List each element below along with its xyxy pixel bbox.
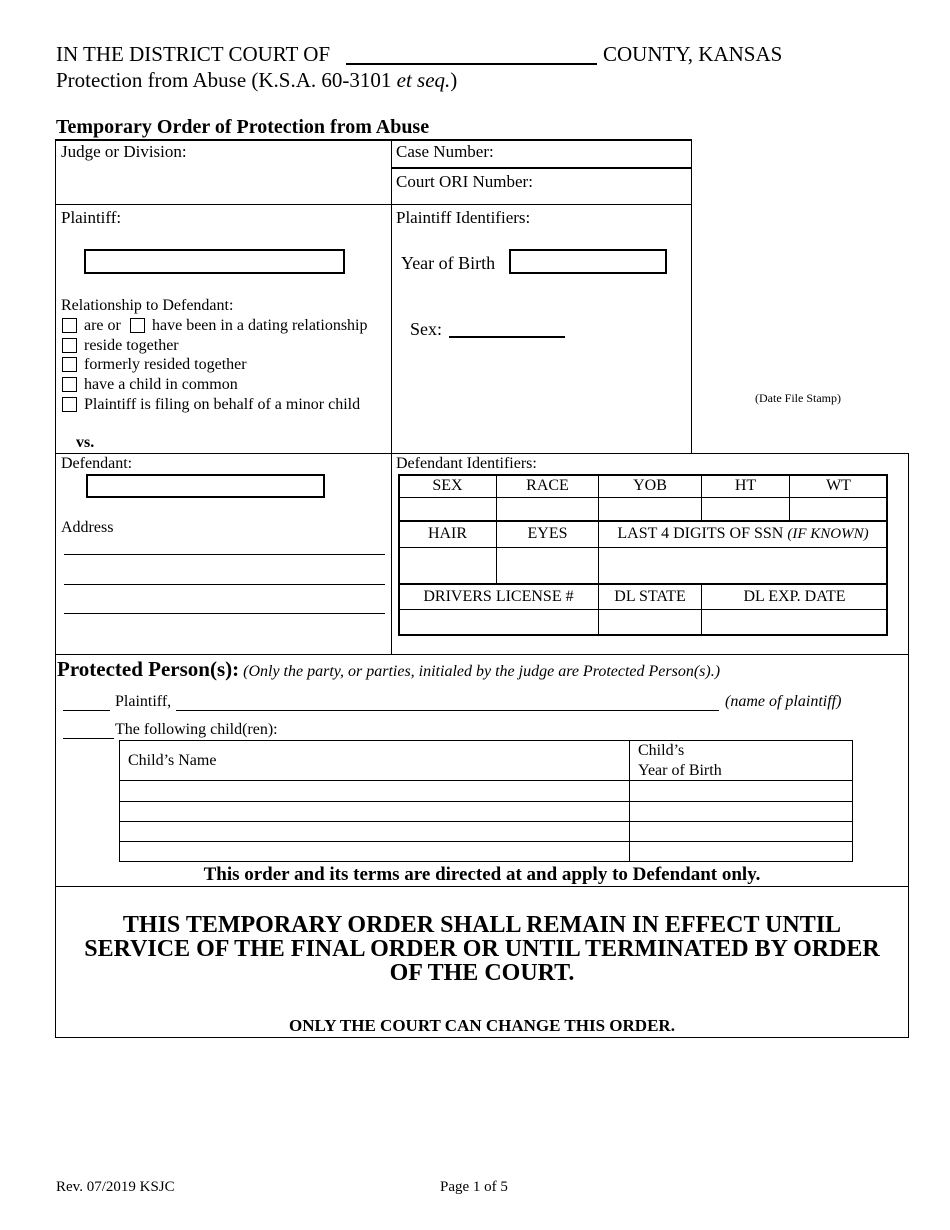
grid-race-field[interactable] [498,499,597,519]
grid-header-wt: WT [826,477,851,494]
child-yob-header-line1: Child’s [638,742,685,759]
revision-label: Rev. 07/2019 KSJC [56,1179,175,1195]
child-4-name-field[interactable] [120,842,629,861]
rel-formerly-checkbox[interactable] [62,357,77,372]
court-ori-label: Court ORI Number: [396,172,533,191]
notice-line-1: THIS TEMPORARY ORDER SHALL REMAIN IN EFFECT UNTIL [122,912,842,938]
notice-top-border [55,886,908,887]
plaintiff-name-line[interactable] [176,710,719,711]
plaintiff-sex-label: Sex: [410,319,443,339]
right-border [908,453,909,1038]
name-of-plaintiff-note: (name of plaintiff) [725,693,842,710]
child-4-yob-field[interactable] [630,842,852,861]
grid-wt-field[interactable] [791,499,885,519]
address-line-3[interactable] [64,613,385,614]
child-3-yob-field[interactable] [630,822,852,841]
plaintiff-yob-label: Year of Birth [401,253,496,273]
rel-are-label: are or [84,317,121,334]
case-number-label: Case Number: [396,142,494,161]
left-border [55,139,56,1038]
statute-line: Protection from Abuse (K.S.A. 60-3101 et seq.) [56,68,458,92]
plaintiff-yob-field[interactable] [509,249,667,274]
grid-header-dl-state: DL STATE [614,588,686,605]
protected-heading: Protected Person(s): (Only the party, or parties, initialed by the judge are Protected Person(s).) [57,657,721,681]
defendant-name-field[interactable] [86,474,325,498]
defendant-top-border [55,453,908,454]
rel-reside-label: reside together [84,337,179,354]
middle-divider [391,139,392,654]
grid-dl-exp-field[interactable] [703,611,885,633]
bottom-border [55,1037,909,1038]
page-number: Page 1 of 5 [440,1179,508,1195]
grid-hair-field[interactable] [400,549,495,582]
grid-header-ht: HT [734,477,757,494]
grid-header-yob: YOB [633,477,667,494]
child-1-name-field[interactable] [120,781,629,801]
plaintiff-name-field[interactable] [84,249,345,274]
children-label: The following child(ren): [115,721,278,738]
case-number-divider [391,167,692,169]
grid-header-dl-exp: DL EXP. DATE [743,588,846,605]
directed-statement: This order and its terms are directed at and apply to Defendant only. [203,864,761,885]
grid-sex-field[interactable] [400,499,495,519]
judge-row-divider [55,204,692,205]
notice-line-2: SERVICE OF THE FINAL ORDER OR UNTIL TERMINATED BY ORDER [84,936,880,962]
top-border [55,139,692,141]
notice-text [56,913,908,985]
relationship-label: Relationship to Defendant: [61,297,234,314]
child-name-header: Child’s Name [128,752,217,769]
rel-have-been-checkbox[interactable] [130,318,145,333]
child-2-name-field[interactable] [120,802,629,821]
rel-minor-checkbox[interactable] [62,397,77,412]
rel-reside-checkbox[interactable] [62,338,77,353]
court-title-suffix: COUNTY, KANSAS [603,42,783,66]
plaintiff-label: Plaintiff: [61,208,122,227]
child-yob-header-line2: Year of Birth [638,762,722,779]
child-2-yob-field[interactable] [630,802,852,821]
child-1-yob-field[interactable] [630,781,852,801]
rel-dating-label: have been in a dating relationship [152,317,368,334]
judge-label: Judge or Division: [61,142,187,161]
grid-dl-state-field[interactable] [600,611,700,633]
only-court-notice: ONLY THE COURT CAN CHANGE THIS ORDER. [289,1016,675,1035]
grid-eyes-field[interactable] [498,549,597,582]
right-top-divider [691,139,692,454]
grid-header-hair: HAIR [427,525,468,542]
grid-yob-field[interactable] [600,499,700,519]
address-line-2[interactable] [64,584,385,585]
rel-child-label: have a child in common [84,376,238,393]
form-title: Temporary Order of Protection from Abuse [56,116,430,138]
protected-plaintiff-label: Plaintiff, [115,693,172,710]
plaintiff-sex-blank-line[interactable] [449,336,565,338]
rel-child-checkbox[interactable] [62,377,77,392]
protected-top-border [55,654,908,655]
rel-are-checkbox[interactable] [62,318,77,333]
versus-label: vs. [76,434,95,451]
address-label: Address [61,519,114,536]
defendant-label: Defendant: [61,455,133,472]
grid-header-sex: SEX [432,477,463,494]
address-line-1[interactable] [64,554,385,555]
grid-dl-field[interactable] [400,611,597,633]
child-3-name-field[interactable] [120,822,629,841]
grid-header-ssn: LAST 4 DIGITS OF SSN (IF KNOWN) [617,525,869,542]
grid-ht-field[interactable] [703,499,788,519]
county-blank-line[interactable] [346,63,597,65]
rel-formerly-label: formerly resided together [84,356,247,373]
children-initial-line[interactable] [63,738,114,739]
grid-header-dl: DRIVERS LICENSE # [423,588,574,605]
grid-header-eyes: EYES [527,525,568,542]
court-title-prefix: IN THE DISTRICT COURT OF [56,42,331,66]
date-file-stamp-label: (Date File Stamp) [755,391,841,405]
notice-line-3: OF THE COURT. [389,960,575,986]
defendant-identifiers-label: Defendant Identifiers: [396,455,537,472]
plaintiff-initial-line[interactable] [63,710,110,711]
grid-ssn-field[interactable] [600,549,885,582]
plaintiff-identifiers-label: Plaintiff Identifiers: [396,208,531,227]
rel-minor-label: Plaintiff is filing on behalf of a minor child [84,396,361,413]
grid-header-race: RACE [526,477,569,494]
